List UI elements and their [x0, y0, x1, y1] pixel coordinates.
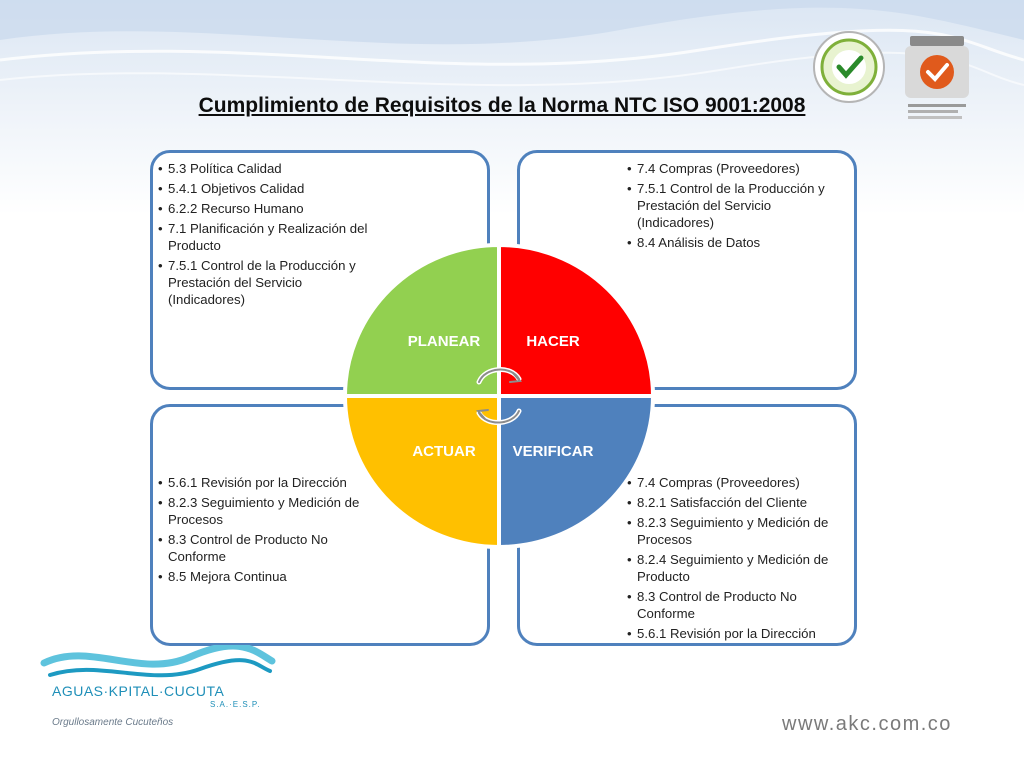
verificar-label: VERIFICAR [512, 443, 594, 460]
list-item: • 5.3 Política Calidad [158, 160, 380, 177]
list-item: • 7.4 Compras (Proveedores) [627, 160, 849, 177]
list-item: • 7.5.1 Control de la Producción y Prestación del Servicio (Indicadores) [627, 180, 849, 231]
hacer-quadrant [499, 245, 653, 396]
list-item: • 7.4 Compras (Proveedores) [627, 474, 851, 491]
hacer-requirements-list [627, 160, 849, 254]
list-item: • 5.4.1 Objetivos Calidad [158, 180, 380, 197]
planear-label: PLANEAR [407, 333, 481, 350]
company-suffix: S.A.·E.S.P. [210, 700, 261, 709]
list-item: • 6.2.2 Recurso Humano [158, 200, 380, 217]
certified-seal-icon [812, 30, 886, 104]
company-tagline: Orgullosamente Cucuteños [52, 717, 174, 728]
list-item: • 8.2.3 Seguimiento y Medición de Procesos [158, 494, 384, 528]
list-item: • 7.5.1 Control de la Producción y Prestación del Servicio (Indicadores) [158, 257, 380, 308]
list-item: • 8.5 Mejora Continua [158, 568, 384, 585]
verificar-quadrant [499, 396, 653, 547]
list-item: • 5.6.1 Revisión por la Dirección [158, 474, 384, 491]
list-item: • 5.6.1 Revisión por la Dirección [627, 625, 851, 642]
actuar-quadrant [345, 396, 499, 547]
pdca-cycle [345, 245, 653, 547]
company-name: AGUAS·KPITAL·CUCUTA [52, 683, 225, 699]
list-item: • 8.2.1 Satisfacción del Cliente [627, 494, 851, 511]
list-item: • 7.1 Planificación y Realización del Producto [158, 220, 380, 254]
list-item: • 8.3 Control de Producto No Conforme [627, 588, 851, 622]
website-link[interactable]: www.akc.com.co [782, 713, 952, 735]
hacer-label: HACER [526, 333, 580, 350]
page-title: Cumplimiento de Requisitos de la Norma NTC ISO 9001:2008 [198, 94, 806, 117]
list-item: • 8.4 Análisis de Datos [627, 234, 849, 251]
planear-quadrant [345, 245, 499, 396]
verificar-requirements-list [627, 474, 851, 645]
list-item: • 8.2.3 Seguimiento y Medición de Procesos [627, 514, 851, 548]
list-item: • 8.2.4 Seguimiento y Medición de Producto [627, 551, 851, 585]
list-item: • 8.3 Control de Producto No Conforme [158, 531, 384, 565]
actuar-label: ACTUAR [412, 443, 476, 460]
